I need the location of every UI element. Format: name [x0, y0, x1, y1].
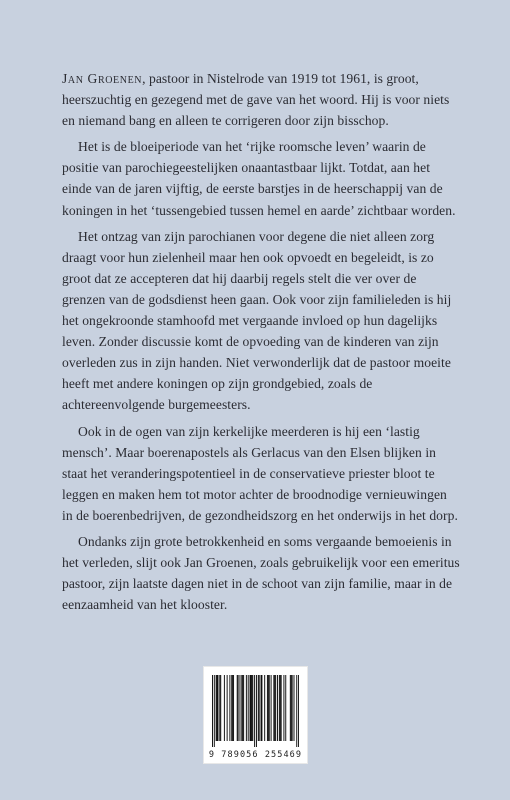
barcode-bar: [219, 675, 220, 741]
barcode-bar: [227, 675, 228, 741]
barcode-bar: [280, 675, 281, 741]
barcode-bar: [261, 675, 262, 741]
blurb-paragraph-4: Ook in de ogen van zijn kerkelijke meerderen is hij een ‘lastig mensch’. Maar boerenapostels als Gerlacus van den Elsen blijken in staat het veranderingspotentieel in de conservatieve priester bloot te leggen en maken hem tot motor achter de broodnodige vernieuwingen in de boerenbedrijven, de gezondheidszorg en het onderwijs in het dorp.: [62, 423, 458, 523]
barcode-bar: [220, 675, 221, 741]
blurb-text: [62, 68, 460, 620]
barcode-bar: [291, 675, 292, 741]
barcode-bar: [232, 675, 233, 741]
paragraph-1-text: , pastoor in Nistelrode van 1919 tot 1961, is groot, heerszuchtig en gezegend met de gave van het woord. Hij is voor niets en niemand bang en alleen te corrigeren door zijn bisschop.: [62, 71, 450, 129]
barcode-bar: [277, 675, 278, 741]
barcode-bar: [233, 675, 234, 741]
barcode-bar: [248, 675, 249, 741]
barcode-bar: [268, 675, 269, 741]
barcode-bar: [261, 675, 262, 741]
barcode-bar: [271, 675, 272, 741]
barcode-bar: [285, 675, 286, 741]
barcode-bar: [274, 675, 275, 741]
blurb-paragraph-3: Het ontzag van zijn parochianen voor degene die niet alleen zorg draagt voor hun zielenheil maar hen ook opvoedt en begeleidt, is zo groot dat ze accepteren dat hij daarbij regels stelt die ver over de grenzen van de godsdienst heen gaan. Ook voor zijn familieleden is hij het ongekroonde stamhoofd met vergaande invloed op hun dagelijks leven. Zonder discussie komt de opvoeding van de kinderen van zijn overleden zus in zijn handen. Niet verwonderlijk dat de pastoor moeite heeft met andere koningen op zijn grondgebied, zoals de achtereenvolgende burgemeesters.: [62, 228, 452, 413]
barcode-bar: [251, 675, 252, 741]
barcode-bar: [254, 675, 255, 747]
barcode-bar: [275, 675, 276, 741]
barcode-bar: [298, 675, 299, 747]
barcode-bar: [252, 675, 253, 741]
barcode-bar: [281, 675, 282, 741]
blurb-paragraph-2: Het is de bloeiperiode van het ‘rijke roomsche leven’ waarin de positie van parochiegeestelijken onaantastbaar lijkt. Totdat, aan het einde van de jaren vijftig, de eerste barstjes in de heerschappij van de koningen in het ‘tussengebied tussen hemel en aarde’ zichtbaar worden.: [62, 139, 456, 218]
barcode-bar: [243, 675, 244, 741]
barcode-bar: [267, 675, 268, 741]
barcode-bar: [214, 675, 215, 747]
barcode-bar: [264, 675, 265, 741]
barcode-bar: [294, 675, 295, 741]
barcode-bar: [238, 675, 239, 741]
barcode-bar: [273, 675, 274, 741]
barcode-bar: [231, 675, 232, 741]
barcode-bar: [269, 675, 270, 741]
barcode-bar: [258, 675, 259, 741]
barcode-bar: [296, 675, 297, 747]
barcode-bar: [224, 675, 225, 741]
barcode-bar: [241, 675, 242, 741]
barcode-bar: [259, 675, 260, 741]
blurb-paragraph-1: [62, 68, 460, 131]
barcode-bar: [239, 675, 240, 741]
blurb-paragraph-5: Ondanks zijn grote betrokkenheid en soms vergaande bemoeienis in het verleden, slijt ook Jan Groenen, zoals gebruikelijk voor een emeritus pastoor, zijn laatste dagen niet in de schoot van zijn familie, maar in de eenzaamheid van het klooster.: [62, 533, 460, 613]
barcode-bar: [242, 675, 243, 741]
barcode-bar: [217, 675, 218, 741]
barcode-bar: [216, 675, 217, 741]
barcode-bar: [292, 675, 293, 741]
barcode-bar: [250, 675, 251, 741]
author-name-lead: Jan Groenen: [62, 71, 143, 86]
barcode-bars: [212, 675, 299, 747]
barcode-bar: [246, 675, 247, 741]
barcode-bar: [279, 675, 280, 741]
barcode-bar: [229, 675, 230, 741]
barcode-bar: [217, 675, 218, 741]
isbn-number: 9 789056 255469: [208, 750, 303, 760]
barcode-bar: [256, 675, 257, 747]
barcode-bar: [290, 675, 291, 741]
isbn-barcode: [203, 666, 308, 764]
barcode-bar: [283, 675, 284, 741]
barcode-bar: [237, 675, 238, 741]
barcode-bar: [250, 675, 251, 741]
barcode-bar: [212, 675, 213, 747]
